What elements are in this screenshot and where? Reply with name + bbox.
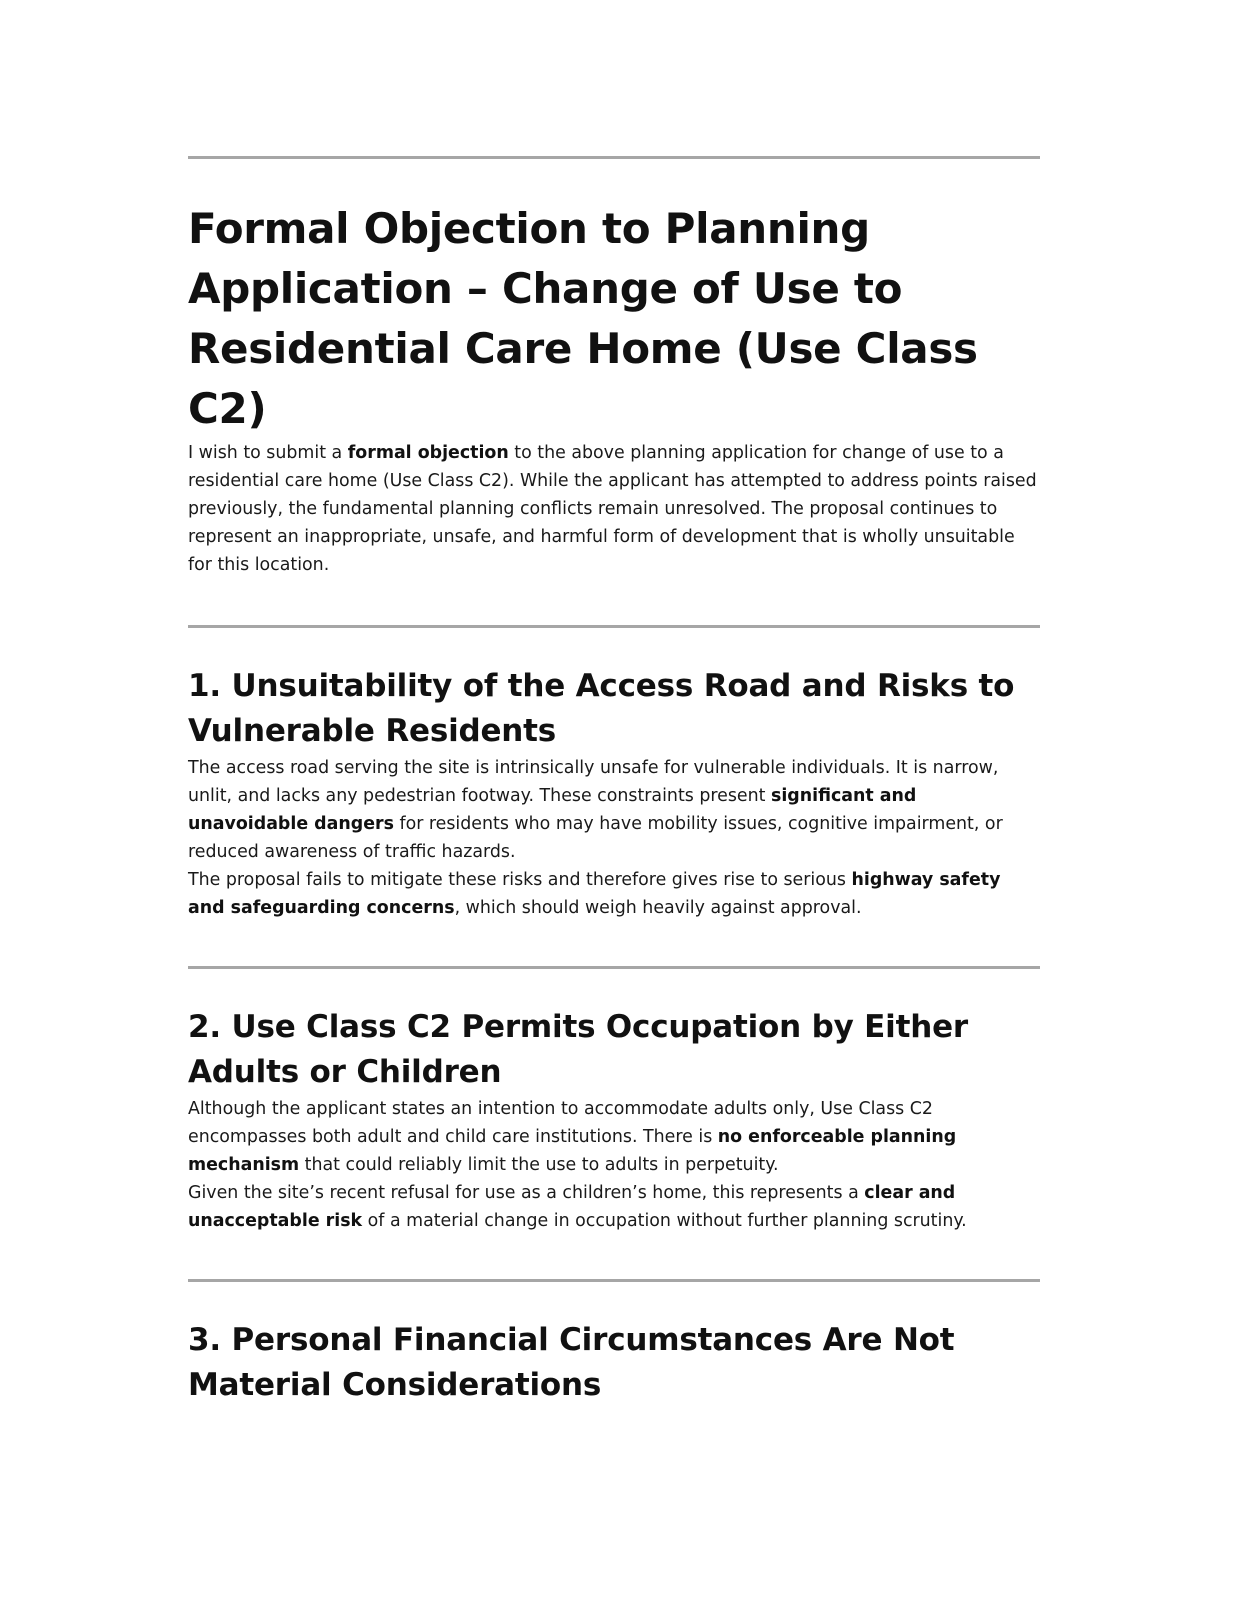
paragraph-emphasis: highway safety and safeguarding concerns	[188, 870, 1001, 918]
paragraph-emphasis: no enforceable planning mechanism	[188, 1127, 957, 1175]
section-divider	[188, 966, 1040, 969]
section-divider	[188, 625, 1040, 628]
intro-text: to the above planning application for change of use to a residential care home (Use Class C2). While the applicant has attempted to address points raised previously, the fundamental planning conflicts remain unresolved. The proposal continues to represent an inappropriate, unsafe, and harmful form of development that is wholly unsuitable for this location.	[188, 443, 1037, 575]
paragraph-text: that could reliably limit the use to adults in perpetuity.	[299, 1155, 779, 1175]
paragraph-text: of a material change in occupation without further planning scrutiny.	[362, 1211, 967, 1231]
section-1-heading: 1. Unsuitability of the Access Road and Risks to Vulnerable Residents	[188, 668, 1015, 749]
paragraph-text: The proposal fails to mitigate these risks and therefore gives rise to serious	[188, 870, 852, 890]
paragraph-emphasis: significant and unavoidable dangers	[188, 786, 917, 834]
paragraph-text: The access road serving the site is intrinsically unsafe for vulnerable individuals. It is narrow, unlit, and lacks any pedestrian footway. These constraints present	[188, 758, 999, 806]
paragraph-text: for residents who may have mobility issues, cognitive impairment, or reduced awareness of traffic hazards.	[188, 814, 1003, 862]
paragraph-text: Although the applicant states an intention to accommodate adults only, Use Class C2 encompasses both adult and child care institutions. There is	[188, 1099, 933, 1147]
intro-text: I wish to submit a	[188, 443, 348, 463]
paragraph-text: Given the site’s recent refusal for use as a children’s home, this represents a	[188, 1183, 865, 1203]
paragraph-emphasis: clear and unacceptable risk	[188, 1183, 956, 1231]
top-divider	[188, 156, 1040, 159]
section-divider	[188, 1279, 1040, 1282]
section-1-paragraph-1	[188, 754, 1040, 866]
section-2-paragraph-1	[188, 1095, 1040, 1235]
section-1-paragraph-2	[188, 866, 1040, 922]
document-title: Formal Objection to Planning Application – Change of Use to Residential Care Home (Use Class C2)	[188, 204, 978, 433]
paragraph-text: , which should weigh heavily against approval.	[454, 898, 862, 918]
intro-paragraph	[188, 439, 1040, 579]
intro-emphasis: formal objection	[347, 443, 509, 463]
section-2-heading: 2. Use Class C2 Permits Occupation by Either Adults or Children	[188, 1009, 968, 1090]
section-3-heading: 3. Personal Financial Circumstances Are Not Material Considerations	[188, 1322, 955, 1403]
document-page	[188, 156, 1040, 1408]
